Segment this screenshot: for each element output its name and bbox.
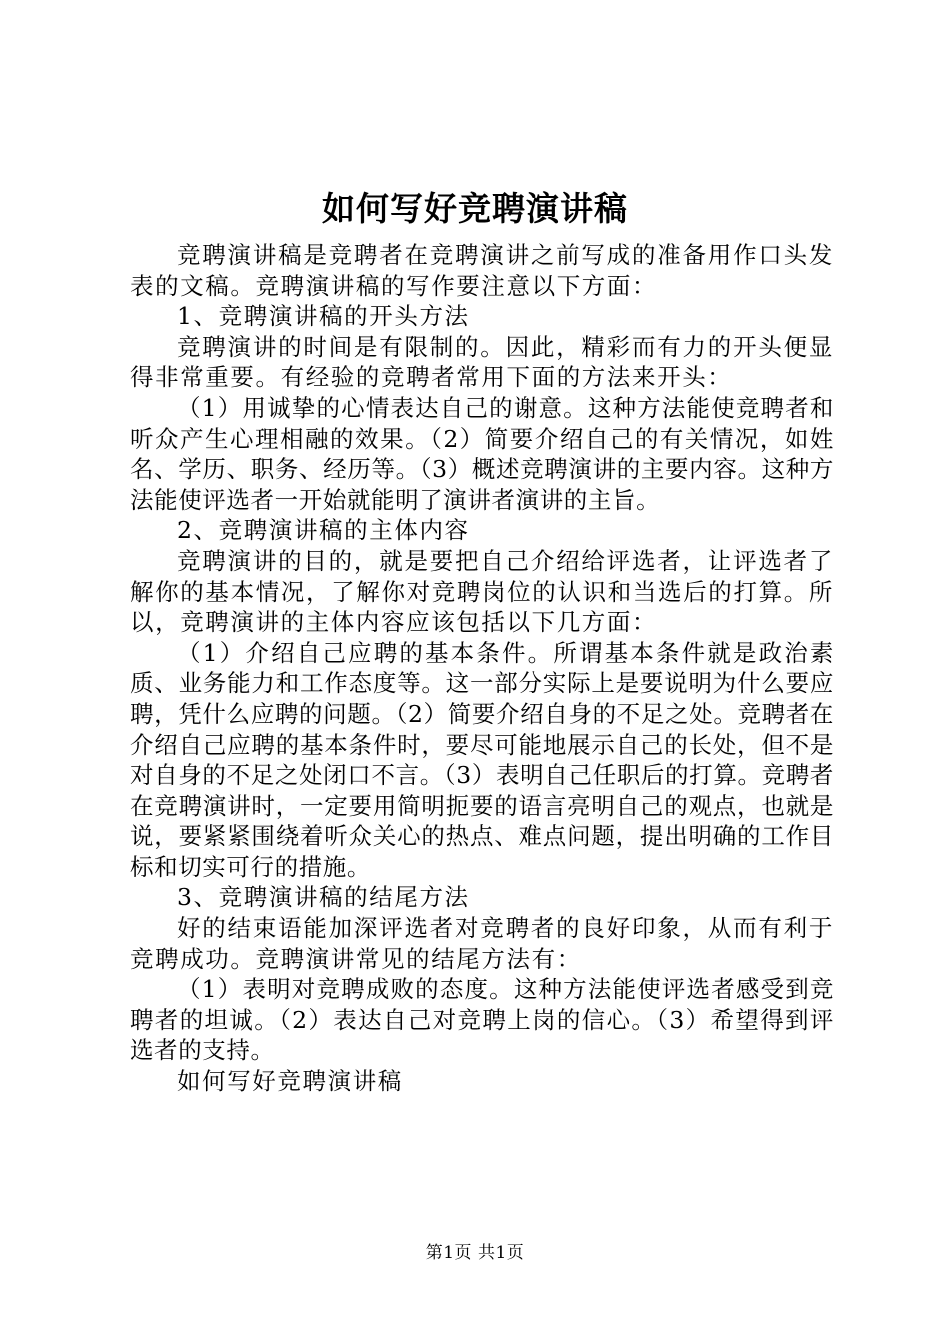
paragraph-closing-methods: （1）表明对竞聘成败的态度。这种方法能使评选者感受到竞聘者的坦诚。（2）表达自己对竞聘上岗的信心。（3）希望得到评选者的支持。 <box>130 975 834 1065</box>
paragraph-closing-intro: 好的结束语能加深评选者对竞聘者的良好印象，从而有利于竞聘成功。竞聘演讲常见的结尾方法有： <box>130 914 834 973</box>
paragraph-body-intro: 竞聘演讲的目的，就是要把自己介绍给评选者，让评选者了解你的基本情况，了解你对竞聘岗位的认识和当选后的打算。所以，竞聘演讲的主体内容应该包括以下几方面： <box>130 546 834 637</box>
section-heading-closing: 3、竞聘演讲稿的结尾方法 <box>177 883 470 912</box>
page-number-footer: 第1页 共1页 <box>425 1243 525 1263</box>
paragraph-opening-methods: （1）用诚挚的心情表达自己的谢意。这种方法能使竞聘者和听众产生心理相融的效果。（2）简要介绍自己的有关情况，如姓名、学历、职务、经历等。（3）概述竞聘演讲的主要内容。这种方法能使评选者一开始就能明了演讲者演讲的主旨。 <box>130 393 834 514</box>
paragraph-trailing-title: 如何写好竞聘演讲稿 <box>177 1067 403 1096</box>
section-heading-opening: 1、竞聘演讲稿的开头方法 <box>177 302 470 331</box>
document-title: 如何写好竞聘演讲稿 <box>322 189 628 228</box>
section-heading-body: 2、竞聘演讲稿的主体内容 <box>177 516 470 545</box>
paragraph-intro: 竞聘演讲稿是竞聘者在竞聘演讲之前写成的准备用作口头发表的文稿。竞聘演讲稿的写作要注意以下方面： <box>130 241 834 300</box>
paragraph-body-content: （1）介绍自己应聘的基本条件。所谓基本条件就是政治素质、业务能力和工作态度等。这一部分实际上是要说明为什么要应聘，凭什么应聘的问题。（2）简要介绍自身的不足之处。竞聘者在介绍自己应聘的基本条件时，要尽可能地展示自己的长处，但不是对自身的不足之处闭口不言。（3）表明自己任职后的打算。竞聘者在竞聘演讲时，一定要用简明扼要的语言亮明自己的观点，也就是说，要紧紧围绕着听众关心的热点、难点问题，提出明确的工作目标和切实可行的措施。 <box>130 638 834 881</box>
paragraph-opening-intro: 竞聘演讲的时间是有限制的。因此，精彩而有力的开头便显得非常重要。有经验的竞聘者常用下面的方法来开头： <box>130 332 834 392</box>
document-body <box>130 240 834 1097</box>
